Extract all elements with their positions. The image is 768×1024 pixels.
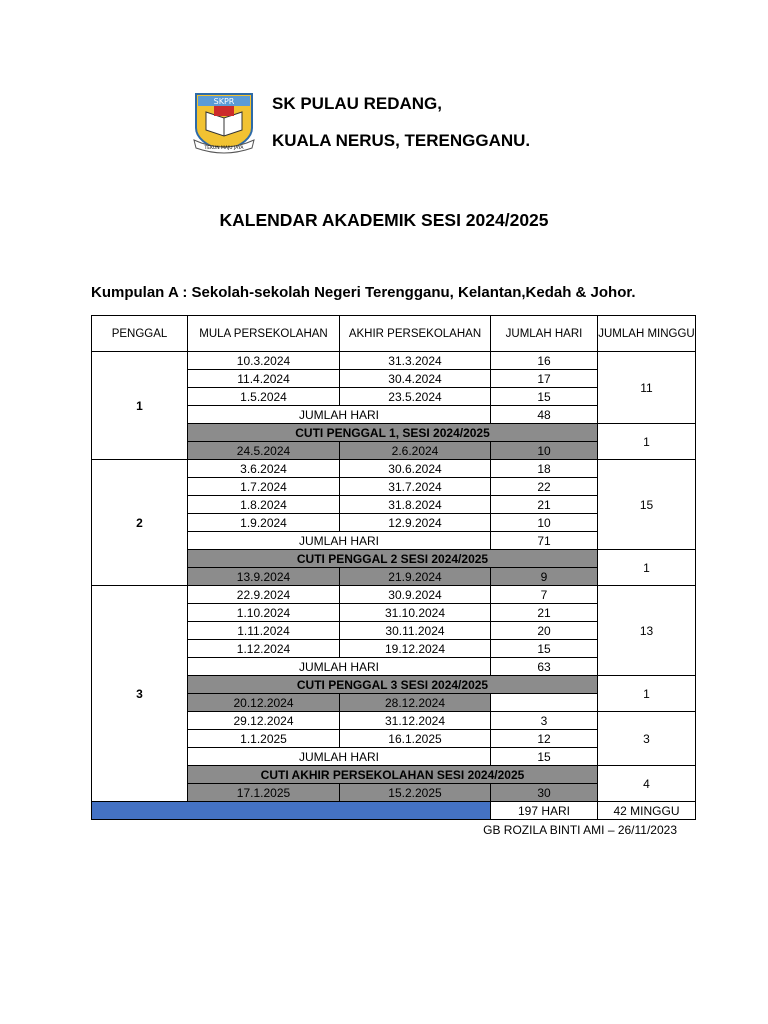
break-mula: 13.9.2024 [188,568,340,586]
footer-signature: GB ROZILA BINTI AMI – 26/11/2023 [483,823,677,837]
break-akhir: 2.6.2024 [340,442,491,460]
cell-mula: 1.12.2024 [188,640,340,658]
subtotal-label: JUMLAH HARI [188,406,491,424]
group-title: Kumpulan A : Sekolah-sekolah Negeri Terengganu, Kelantan,Kedah & Johor. [91,284,636,301]
cell-mula: 22.9.2024 [188,586,340,604]
cell-akhir: 30.6.2024 [340,460,491,478]
cell-mula: 3.6.2024 [188,460,340,478]
break-akhir: 21.9.2024 [340,568,491,586]
break-title: CUTI PENGGAL 3 SESI 2024/2025 [188,676,598,694]
cell-akhir: 19.12.2024 [340,640,491,658]
cell-hari: 12 [491,730,598,748]
end-break-weeks: 4 [598,766,696,802]
cell-minggu: 11 [598,352,696,424]
cell-mula: 1.5.2024 [188,388,340,406]
end-break-mula: 17.1.2025 [188,784,340,802]
break-mula: 20.12.2024 [188,694,340,712]
cell-hari: 17 [491,370,598,388]
term-label: 3 [92,586,188,802]
subtotal-value: 63 [491,658,598,676]
cell-akhir: 23.5.2024 [340,388,491,406]
break-weeks: 1 [598,550,696,586]
cell-mula: 10.3.2024 [188,352,340,370]
school-name [272,95,530,169]
cell-hari: 10 [491,514,598,532]
cell-akhir: 31.3.2024 [340,352,491,370]
cell-hari: 3 [491,712,598,730]
cell-minggu: 15 [598,460,696,550]
cell-mula: 11.4.2024 [188,370,340,388]
svg-text:SKPR: SKPR [213,97,235,106]
break-hari: 10 [491,442,598,460]
subtotal-label: JUMLAH HARI [188,532,491,550]
cell-hari: 7 [491,586,598,604]
grand-total-bar [92,802,491,820]
subtotal-value: 15 [491,748,598,766]
header-penggal: PENGGAL [92,316,188,352]
cell-hari: 21 [491,496,598,514]
cell-mula: 29.12.2024 [188,712,340,730]
cell-mula: 1.10.2024 [188,604,340,622]
cell-akhir: 31.7.2024 [340,478,491,496]
cell-minggu: 13 [598,586,696,676]
cell-hari: 15 [491,388,598,406]
cell-mula: 1.1.2025 [188,730,340,748]
cell-akhir: 12.9.2024 [340,514,491,532]
subtotal-label: JUMLAH HARI [188,658,491,676]
end-break-akhir: 15.2.2025 [340,784,491,802]
break-title: CUTI PENGGAL 2 SESI 2024/2025 [188,550,598,568]
table-row [92,586,696,604]
cell-akhir: 30.4.2024 [340,370,491,388]
cell-mula: 1.11.2024 [188,622,340,640]
break-akhir: 28.12.2024 [340,694,491,712]
term-label: 1 [92,352,188,460]
subtotal-value: 71 [491,532,598,550]
term-label: 2 [92,460,188,586]
header-akhir: AKHIR PERSEKOLAHAN [340,316,491,352]
break-weeks: 1 [598,424,696,460]
cell-minggu: 3 [598,712,696,766]
table-header-row [92,316,696,352]
break-mula: 24.5.2024 [188,442,340,460]
cell-akhir: 31.12.2024 [340,712,491,730]
grand-total-days: 197 HARI [491,802,598,820]
cell-hari: 22 [491,478,598,496]
end-break-title: CUTI AKHIR PERSEKOLAHAN SESI 2024/2025 [188,766,598,784]
cell-akhir: 31.8.2024 [340,496,491,514]
grand-total-weeks: 42 MINGGU [598,802,696,820]
subtotal-value: 48 [491,406,598,424]
academic-calendar-table [91,315,696,820]
break-hari: 9 [491,568,598,586]
subtotal-label: JUMLAH HARI [188,748,491,766]
page-title: KALENDAR AKADEMIK SESI 2024/2025 [219,210,549,230]
cell-akhir: 31.10.2024 [340,604,491,622]
cell-hari: 15 [491,640,598,658]
table-row [92,352,696,370]
cell-akhir: 30.11.2024 [340,622,491,640]
school-logo [192,92,256,154]
header-jumlah-minggu: JUMLAH MINGGU [598,316,696,352]
table-row [92,460,696,478]
school-name-line2: KUALA NERUS, TERENGGANU. [272,131,531,150]
break-hari [491,694,598,712]
end-break-hari: 30 [491,784,598,802]
cell-mula: 1.9.2024 [188,514,340,532]
cell-akhir: 16.1.2025 [340,730,491,748]
break-title: CUTI PENGGAL 1, SESI 2024/2025 [188,424,598,442]
svg-text:TEKUN MAJU JAYA: TEKUN MAJU JAYA [204,146,244,151]
cell-mula: 1.7.2024 [188,478,340,496]
header-jumlah-hari: JUMLAH HARI [491,316,598,352]
cell-mula: 1.8.2024 [188,496,340,514]
cell-hari: 16 [491,352,598,370]
cell-hari: 20 [491,622,598,640]
cell-hari: 21 [491,604,598,622]
cell-hari: 18 [491,460,598,478]
header-mula: MULA PERSEKOLAHAN [188,316,340,352]
school-name-line1: SK PULAU REDANG, [272,94,443,113]
break-weeks: 1 [598,676,696,712]
cell-akhir: 30.9.2024 [340,586,491,604]
grand-total-row [92,802,696,820]
